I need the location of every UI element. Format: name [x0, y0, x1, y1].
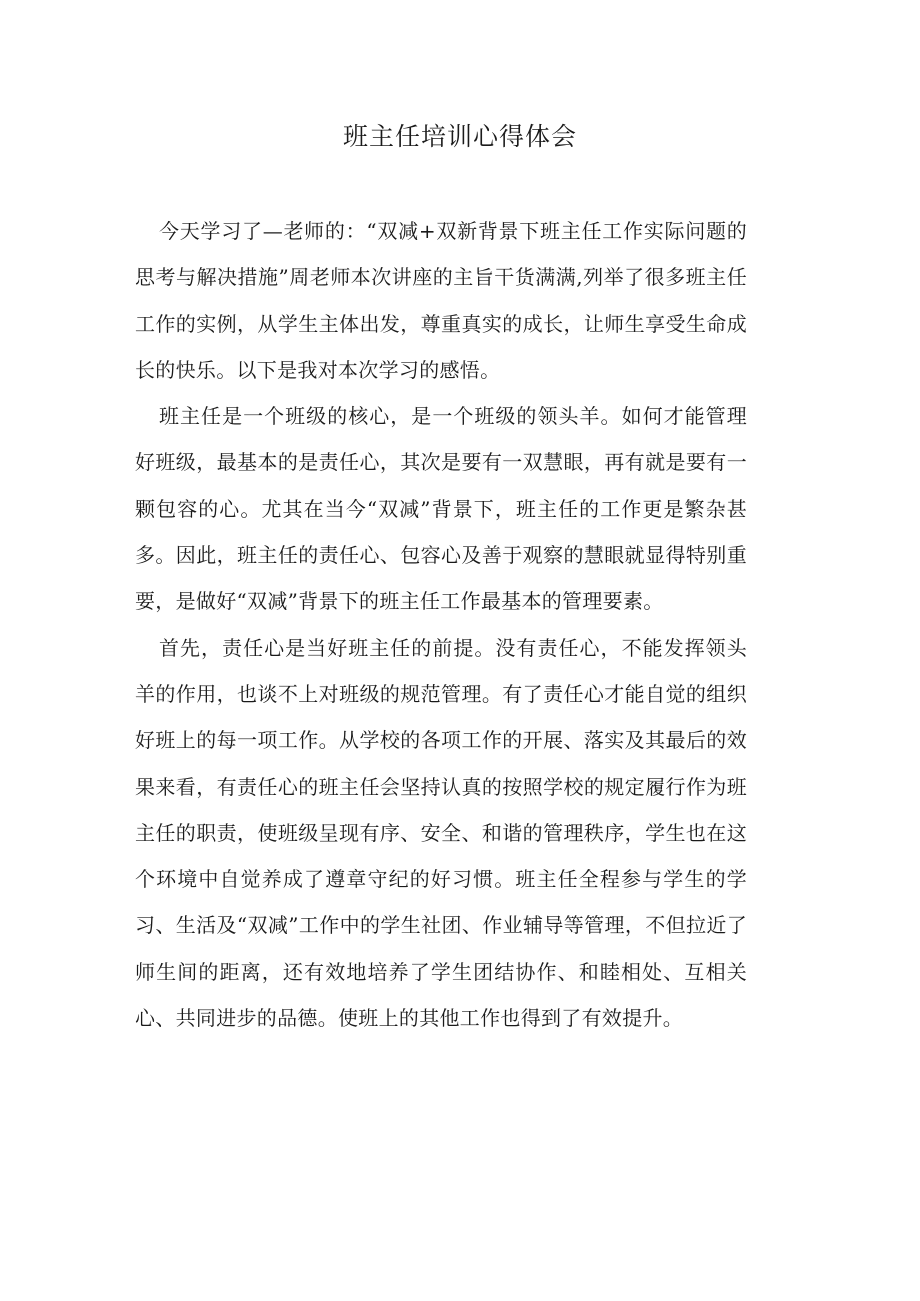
document-body: [135, 208, 747, 1041]
paragraph-3: 首先，责任心是当好班主任的前提。没有责任心，不能发挥领头羊的作用，也谈不上对班级的规范管理。有了责任心才能自觉的组织好班上的每一项工作。从学校的各项工作的开展、落实及其最后的效果来看，有责任心的班主任会坚持认真的按照学校的规定履行作为班主任的职责，使班级呈现有序、安全、和谐的管理秩序，学生也在这个环境中自觉养成了遵章守纪的好习惯。班主任全程参与学生的学习、生活及“双减”工作中的学生社团、作业辅导等管理，不但拉近了师生间的距离，还有效地培养了学生团结协作、和睦相处、互相关心、共同进步的品德。使班上的其他工作也得到了有效提升。: [135, 635, 747, 1031]
paragraph-2: 班主任是一个班级的核心，是一个班级的领头羊。如何才能管理好班级，最基本的是责任心，其次是要有一双慧眼，再有就是要有一颗包容的心。尤其在当今“双减”背景下，班主任的工作更是繁杂甚多。因此，班主任的责任心、包容心及善于观察的慧眼就显得特别重要，是做好“双减”背景下的班主任工作最基本的管理要素。: [135, 404, 747, 614]
document-title: 班主任培训心得体会: [342, 122, 577, 151]
paragraph-1: 今天学习了—老师的：“双减+双新背景下班主任工作实际问题的思考与解决措施”周老师本次讲座的主旨干货满满,列举了很多班主任工作的实例，从学生主体出发，尊重真实的成长，让师生享受生命成长的快乐。以下是我对本次学习的感悟。: [135, 219, 747, 382]
